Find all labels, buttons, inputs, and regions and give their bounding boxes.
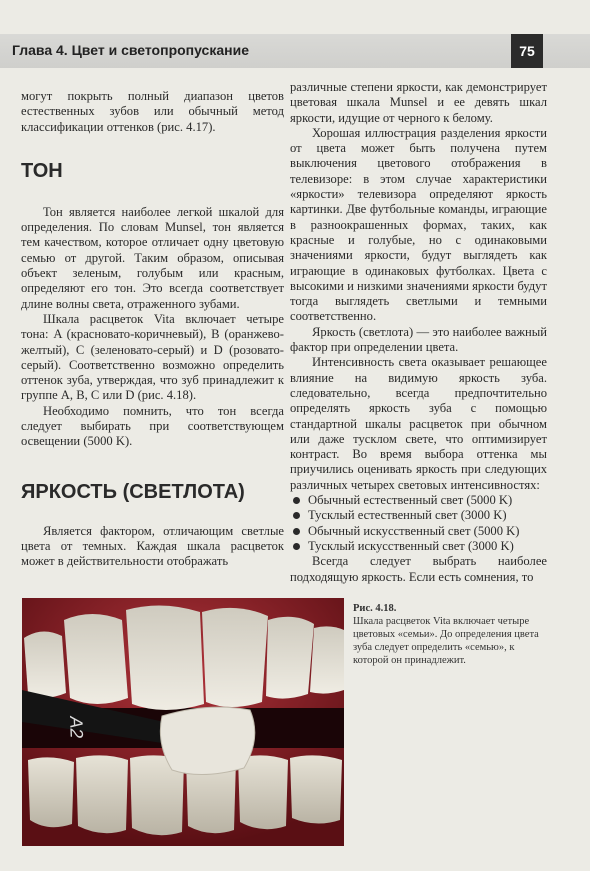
teeth-shade-photo	[22, 598, 344, 846]
teeth-illustration	[22, 598, 344, 846]
list-item: Обычный естественный свет (5000 K)	[290, 493, 547, 508]
paragraph: Интенсивность света оказывает решающее влияние на видимую яркость зуба. следовательно, всегда предпочтительно определять яркость зуба с помощью стандартной шкалы расцветок при обычном или даже тусклом свете, что оптимизирует контраст. Во время выбора оттенка мы приучились оценивать яркость при следующих различных четырех световых интенсивностях:	[290, 355, 547, 492]
section-heading-ton: ТОН	[21, 159, 63, 182]
paragraph: Хорошая иллюстрация разделения яркости от цвета может быть получена путем выключения цветового отображения в телевизоре: в этом случае характеристики «яркости» телевизора определяют яркость картинки. Две футбольные команды, играющие в разноокрашенных формах, таких, как красные и голубые, но с одинаковыми значениями яркости, будут выглядеть как играющие в одинаковых футболках. Цвета с высокими и низкими значениями яркости будут тогда выглядеть светлыми и темными соответственно.	[290, 125, 547, 324]
list-item: Обычный искусственный свет (5000 K)	[290, 524, 547, 539]
caption-text: Шкала расцветок Vita включает четыре цветовых «семьи». До определения цвета зуба следует определить «семью», к которой он принадлежит.	[353, 616, 539, 666]
list-item: Тусклый искусственный свет (3000 K)	[290, 539, 547, 554]
figure-caption	[353, 602, 543, 667]
paragraph: Тон является наиболее легкой шкалой для определения. По словам Munsel, тон является тем качеством, которое отличает одну цветовую семью от другой. Таким образом, описывая объект зеленым, голубым или красным, определяют его тон. Это всегда соответствует длине волны света, отраженного зубами.	[21, 204, 284, 311]
paragraph: Необходимо помнить, что тон всегда следует выбирать при соответствующем освещении (5000 K).	[21, 403, 284, 449]
chapter-header	[0, 34, 590, 68]
chapter-title: Глава 4. Цвет и светопропускание	[12, 42, 249, 58]
light-conditions-list	[290, 493, 547, 554]
paragraph: Является фактором, отличающим светлые цвета от темных. Каждая шкала расцветок может в действительности отображать	[21, 523, 284, 569]
paragraph: Яркость (светлота) — это наиболее важный фактор при определении цвета.	[290, 324, 547, 355]
left-column	[21, 89, 284, 570]
page-number: 75	[511, 34, 543, 68]
paragraph: Всегда следует выбрать наиболее подходящую яркость. Если есть сомнения, то	[290, 554, 547, 584]
right-column	[290, 80, 547, 585]
caption-title: Рис. 4.18.	[353, 603, 397, 614]
paragraph: различные степени яркости, как демонстрирует цветовая шкала Munsel и ее девять шкал яркости, идущие от черного к белому.	[290, 80, 547, 125]
list-item: Тусклый естественный свет (3000 K)	[290, 508, 547, 523]
shade-tab-label: A2	[66, 715, 87, 739]
paragraph: могут покрыть полный диапазон цветов естественных зубов или обычный метод классификации оттенков (рис. 4.17).	[21, 89, 284, 134]
section-heading-yarkost: ЯРКОСТЬ (СВЕТЛОТА)	[21, 480, 245, 503]
paragraph: Шкала расцветок Vita включает четыре тона: A (красновато-коричневый), B (оранжево-желтый), C (зеленовато-серый) и D (розовато-серый). Соответственно возможно определить оттенок зуба, утверждая, что зуб принадлежит к группе A, B, C или D (рис. 4.18).	[21, 311, 284, 403]
